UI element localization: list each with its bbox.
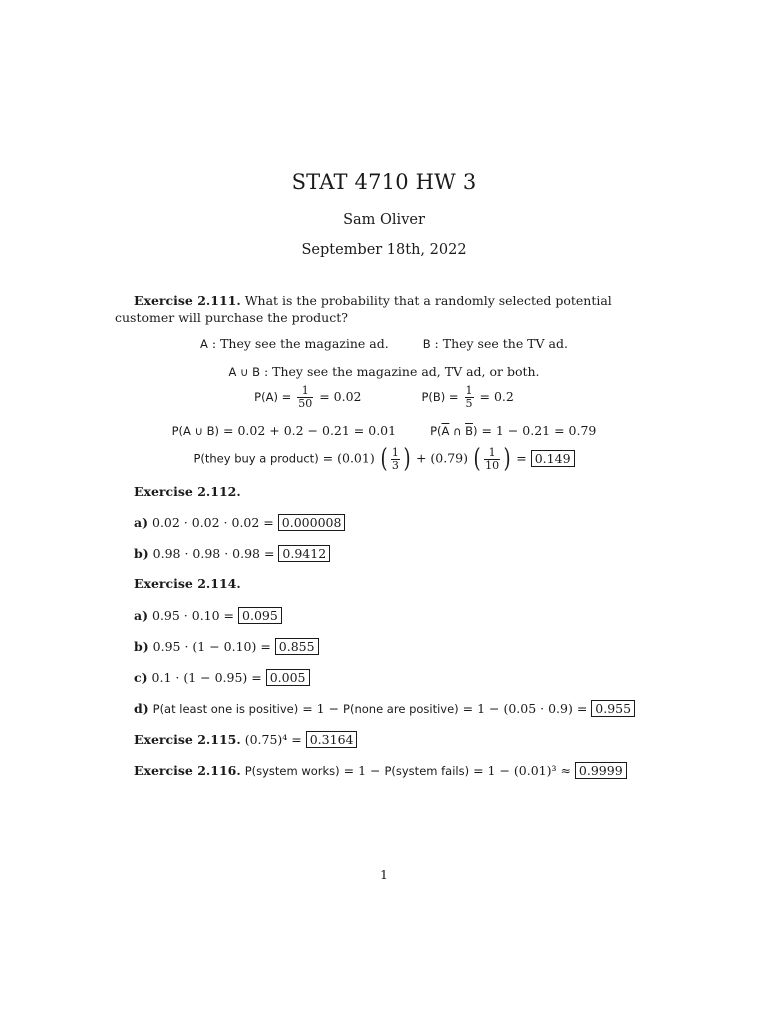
pb-rhs: = 0.2	[479, 389, 514, 404]
part-label: a)	[134, 608, 149, 623]
fraction-denominator: 10	[485, 458, 500, 472]
fraction-numerator: 1	[465, 384, 473, 397]
exercise-2-114-part-d	[134, 700, 635, 717]
author-name: Sam Oliver	[343, 212, 425, 228]
event-a-symbol: A	[200, 337, 208, 351]
buy-lhs: P(they buy a product)	[193, 451, 319, 466]
document-title: STAT 4710 HW 3	[291, 170, 477, 194]
buy-eq2: =	[512, 450, 531, 466]
part-expression: 0.1 · (1 − 0.95) =	[151, 670, 262, 685]
fraction-numerator: 1	[301, 384, 309, 397]
part-expression: 0.95 · 0.10 =	[152, 608, 235, 623]
answer-box: 0.855	[275, 638, 319, 655]
fraction-denominator: 3	[391, 458, 399, 472]
part-label: b)	[134, 639, 149, 654]
exercise-2-112-part-a	[134, 514, 345, 531]
buy-plus: + (0.79)	[412, 450, 469, 466]
p-open: P(	[430, 424, 442, 438]
answer-box: 0.095	[238, 607, 282, 624]
buy-fraction-2	[484, 447, 500, 472]
exercise-2-116	[134, 762, 627, 779]
p-union-lhs: P(A ∪ B)	[171, 424, 220, 438]
exercise-operator: = 1 −	[339, 763, 385, 778]
union-complement-row	[0, 423, 768, 438]
probability-term: P(none are positive)	[343, 702, 459, 716]
pa-lhs: P(A) =	[254, 390, 292, 404]
document-date: September 18th, 2022	[301, 242, 467, 258]
pa-fraction	[297, 385, 313, 410]
part-label: d)	[134, 701, 149, 716]
p-union-rhs: = 0.02 + 0.2 − 0.21 = 0.01	[223, 423, 397, 438]
union-symbol: A ∪ B	[228, 365, 260, 379]
right-paren: )	[503, 444, 511, 474]
union-description: : They see the magazine ad, TV ad, or both.	[259, 364, 540, 379]
event-b-description: : They see the TV ad.	[430, 336, 568, 351]
part-label: c)	[134, 670, 148, 685]
fraction-numerator: 1	[488, 445, 496, 459]
event-definitions	[0, 336, 768, 351]
part-expression: 0.95 · (1 − 0.10) =	[152, 639, 271, 654]
exercise-expression: (0.75)⁴ =	[244, 732, 302, 747]
exercise-2-114-heading	[134, 576, 241, 591]
answer-box: 0.149	[531, 450, 575, 467]
part-expression: 0.02 · 0.02 · 0.02 =	[152, 515, 274, 530]
p-complement-lhs	[430, 424, 477, 438]
p-close: )	[472, 424, 478, 438]
exercise-label: Exercise 2.112.	[134, 484, 241, 499]
buy-fraction-1	[391, 447, 400, 472]
exercise-2-115	[134, 731, 357, 748]
exercise-2-112-part-b	[134, 545, 330, 562]
event-b-symbol: B	[422, 337, 431, 351]
answer-box: 0.3164	[306, 731, 358, 748]
event-a-description: : They see the magazine ad.	[207, 336, 389, 351]
exercise-2-112-heading	[134, 484, 241, 499]
answer-box: 0.9999	[575, 762, 627, 779]
buy-probability-row	[0, 445, 768, 473]
part-operator: = 1 −	[298, 701, 344, 716]
part-label: a)	[134, 515, 149, 530]
pb-lhs: P(B) =	[421, 390, 459, 404]
intersection-symbol: ∩	[449, 424, 466, 438]
exercise-question: What is the probability that a randomly selected potential customer will purchase the product?	[115, 293, 612, 325]
exercise-label: Exercise 2.116.	[134, 763, 241, 778]
fraction-numerator: 1	[391, 445, 399, 459]
exercise-2-111-prompt	[115, 292, 655, 326]
pa-rhs: = 0.02	[319, 389, 362, 404]
exercise-expression: = 1 − (0.01)³ ≈	[469, 763, 571, 778]
probability-term: P(system fails)	[384, 764, 470, 778]
probability-term: P(system works)	[244, 764, 340, 778]
left-paren: (	[380, 444, 388, 474]
answer-box: 0.955	[591, 700, 635, 717]
pb-fraction	[465, 385, 474, 410]
exercise-2-114-part-b	[134, 638, 319, 655]
probability-term: P(at least one is positive)	[152, 702, 299, 716]
fraction-denominator: 50	[298, 397, 313, 410]
exercise-label: Exercise 2.114.	[134, 576, 241, 591]
buy-eq: = (0.01)	[318, 450, 375, 466]
part-expression: = 1 − (0.05 · 0.9) =	[458, 701, 588, 716]
b-complement: $\overline{B}$	[465, 424, 473, 438]
union-definition	[0, 364, 768, 379]
probability-values-row	[0, 385, 768, 410]
fraction-denominator: 5	[465, 397, 473, 410]
exercise-2-114-part-a	[134, 607, 282, 624]
answer-box: 0.9412	[278, 545, 330, 562]
exercise-label: Exercise 2.115.	[134, 732, 241, 747]
answer-box: 0.000008	[278, 514, 346, 531]
exercise-label: Exercise 2.111.	[134, 293, 241, 308]
a-complement: $\overline{A}$	[441, 424, 450, 438]
page-number: 1	[380, 867, 388, 882]
p-complement-rhs: = 1 − 0.21 = 0.79	[481, 423, 597, 438]
answer-box: 0.005	[266, 669, 310, 686]
part-label: b)	[134, 546, 149, 561]
exercise-2-114-part-c	[134, 669, 310, 686]
left-paren: (	[473, 444, 481, 474]
part-expression: 0.98 · 0.98 · 0.98 =	[152, 546, 275, 561]
right-paren: )	[403, 444, 411, 474]
